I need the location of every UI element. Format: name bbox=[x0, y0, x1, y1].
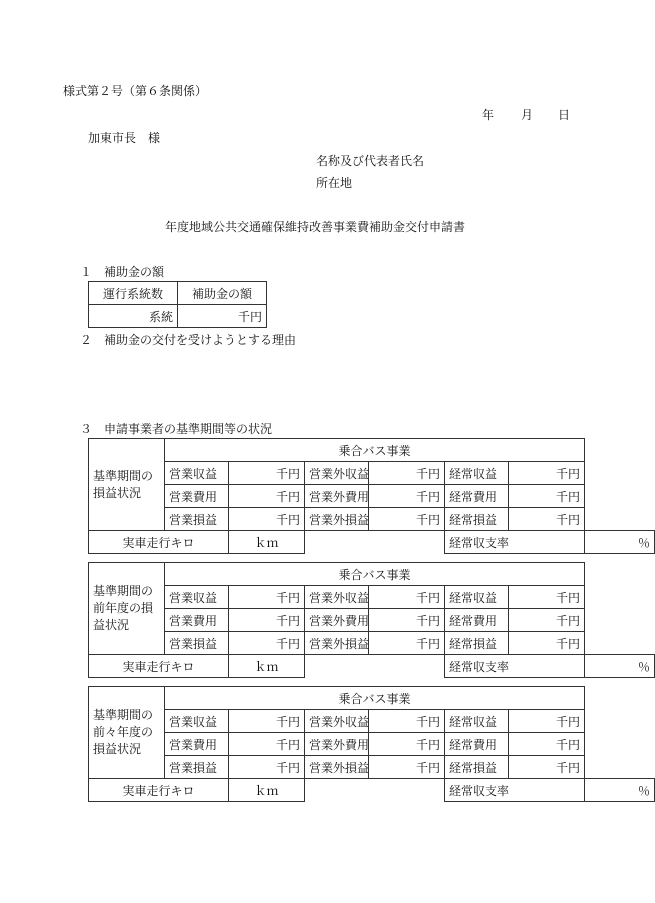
non-operating-profit-label: 営業外損益 bbox=[305, 508, 369, 531]
operating-revenue-unit: 千円 bbox=[229, 586, 305, 609]
ordinary-expense-unit: 千円 bbox=[509, 609, 585, 632]
addressee: 加東市長 様 bbox=[88, 131, 161, 145]
operating-expense-unit: 千円 bbox=[229, 609, 305, 632]
non-operating-revenue-label: 営業外収益 bbox=[305, 710, 369, 733]
non-operating-profit-label: 営業外損益 bbox=[305, 756, 369, 779]
ordinary-revenue-label: 経常収益 bbox=[445, 586, 509, 609]
non-operating-expense-unit: 千円 bbox=[369, 609, 445, 632]
ordinary-profit-unit: 千円 bbox=[509, 508, 585, 531]
applicant-name-label: 名称及び代表者氏名 bbox=[316, 154, 425, 168]
operating-profit-unit: 千円 bbox=[229, 756, 305, 779]
non-operating-expense-label: 営業外費用 bbox=[305, 485, 369, 508]
operating-expense-unit: 千円 bbox=[229, 485, 305, 508]
ordinary-expense-unit: 千円 bbox=[509, 733, 585, 756]
subsidy-amount-value: 千円 bbox=[178, 305, 267, 328]
section1-heading: １ 補助金の額 bbox=[80, 265, 165, 279]
ratio-label: 経常収支率 bbox=[445, 655, 585, 678]
ordinary-profit-label: 経常損益 bbox=[445, 756, 509, 779]
ordinary-expense-label: 経常費用 bbox=[445, 485, 509, 508]
date-day: 日 bbox=[558, 108, 571, 122]
ratio-unit: ％ bbox=[585, 779, 655, 802]
ratio-unit: ％ bbox=[585, 655, 655, 678]
period-label: 基準期間の前々年度の損益状況 bbox=[89, 687, 165, 779]
service-header: 乗合バス事業 bbox=[165, 687, 585, 710]
non-operating-profit-label: 営業外損益 bbox=[305, 632, 369, 655]
operating-revenue-label: 営業収益 bbox=[165, 586, 229, 609]
mileage-label: 実車走行キロ bbox=[89, 655, 229, 678]
ratio-label: 経常収支率 bbox=[445, 779, 585, 802]
blank-cell bbox=[305, 779, 445, 802]
operating-expense-label: 営業費用 bbox=[165, 485, 229, 508]
non-operating-expense-label: 営業外費用 bbox=[305, 733, 369, 756]
non-operating-revenue-unit: 千円 bbox=[369, 710, 445, 733]
mileage-label: 実車走行キロ bbox=[89, 531, 229, 554]
ordinary-profit-unit: 千円 bbox=[509, 756, 585, 779]
mileage-unit: ｋｍ bbox=[229, 655, 305, 678]
non-operating-profit-unit: 千円 bbox=[369, 632, 445, 655]
ordinary-revenue-unit: 千円 bbox=[509, 462, 585, 485]
period-table bbox=[88, 686, 655, 802]
operating-revenue-label: 営業収益 bbox=[165, 462, 229, 485]
operating-revenue-label: 営業収益 bbox=[165, 710, 229, 733]
ratio-unit: ％ bbox=[585, 531, 655, 554]
non-operating-profit-unit: 千円 bbox=[369, 756, 445, 779]
ordinary-profit-label: 経常損益 bbox=[445, 508, 509, 531]
ordinary-expense-label: 経常費用 bbox=[445, 609, 509, 632]
non-operating-revenue-label: 営業外収益 bbox=[305, 462, 369, 485]
blank-cell bbox=[305, 531, 445, 554]
operating-profit-label: 営業損益 bbox=[165, 632, 229, 655]
operating-profit-label: 営業損益 bbox=[165, 756, 229, 779]
mileage-unit: ｋｍ bbox=[229, 531, 305, 554]
operating-revenue-unit: 千円 bbox=[229, 462, 305, 485]
ordinary-profit-unit: 千円 bbox=[509, 632, 585, 655]
ordinary-profit-label: 経常損益 bbox=[445, 632, 509, 655]
date-year: 年 bbox=[482, 108, 495, 122]
section2-heading: ２ 補助金の交付を受けようとする理由 bbox=[80, 333, 297, 347]
ordinary-revenue-label: 経常収益 bbox=[445, 710, 509, 733]
operating-profit-unit: 千円 bbox=[229, 632, 305, 655]
operating-expense-label: 営業費用 bbox=[165, 609, 229, 632]
non-operating-expense-label: 営業外費用 bbox=[305, 609, 369, 632]
mileage-unit: ｋｍ bbox=[229, 779, 305, 802]
non-operating-expense-unit: 千円 bbox=[369, 733, 445, 756]
applicant-address-label: 所在地 bbox=[316, 176, 353, 190]
non-operating-revenue-unit: 千円 bbox=[369, 586, 445, 609]
ordinary-expense-unit: 千円 bbox=[509, 485, 585, 508]
non-operating-revenue-label: 営業外収益 bbox=[305, 586, 369, 609]
period-table bbox=[88, 438, 655, 554]
period-label: 基準期間の前年度の損益状況 bbox=[89, 563, 165, 655]
route-count-value: 系統 bbox=[89, 305, 178, 328]
service-header: 乗合バス事業 bbox=[165, 439, 585, 462]
operating-profit-label: 営業損益 bbox=[165, 508, 229, 531]
operating-expense-label: 営業費用 bbox=[165, 733, 229, 756]
form-number: 様式第２号（第６条関係） bbox=[63, 84, 208, 98]
ratio-label: 経常収支率 bbox=[445, 531, 585, 554]
non-operating-profit-unit: 千円 bbox=[369, 508, 445, 531]
non-operating-revenue-unit: 千円 bbox=[369, 462, 445, 485]
document-title: 年度地域公共交通確保維持改善事業費補助金交付申請書 bbox=[165, 220, 466, 234]
header-subsidy-amount: 補助金の額 bbox=[178, 282, 267, 305]
subsidy-amount-table bbox=[88, 281, 267, 328]
period-table bbox=[88, 562, 655, 678]
header-route-count: 運行系統数 bbox=[89, 282, 178, 305]
date-month: 月 bbox=[521, 108, 534, 122]
ordinary-revenue-label: 経常収益 bbox=[445, 462, 509, 485]
blank-cell bbox=[305, 655, 445, 678]
operating-profit-unit: 千円 bbox=[229, 508, 305, 531]
ordinary-revenue-unit: 千円 bbox=[509, 586, 585, 609]
mileage-label: 実車走行キロ bbox=[89, 779, 229, 802]
operating-expense-unit: 千円 bbox=[229, 733, 305, 756]
non-operating-expense-unit: 千円 bbox=[369, 485, 445, 508]
period-label: 基準期間の損益状況 bbox=[89, 439, 165, 531]
operating-revenue-unit: 千円 bbox=[229, 710, 305, 733]
ordinary-expense-label: 経常費用 bbox=[445, 733, 509, 756]
section3-heading: ３ 申請事業者の基準期間等の状況 bbox=[80, 422, 273, 436]
ordinary-revenue-unit: 千円 bbox=[509, 710, 585, 733]
service-header: 乗合バス事業 bbox=[165, 563, 585, 586]
